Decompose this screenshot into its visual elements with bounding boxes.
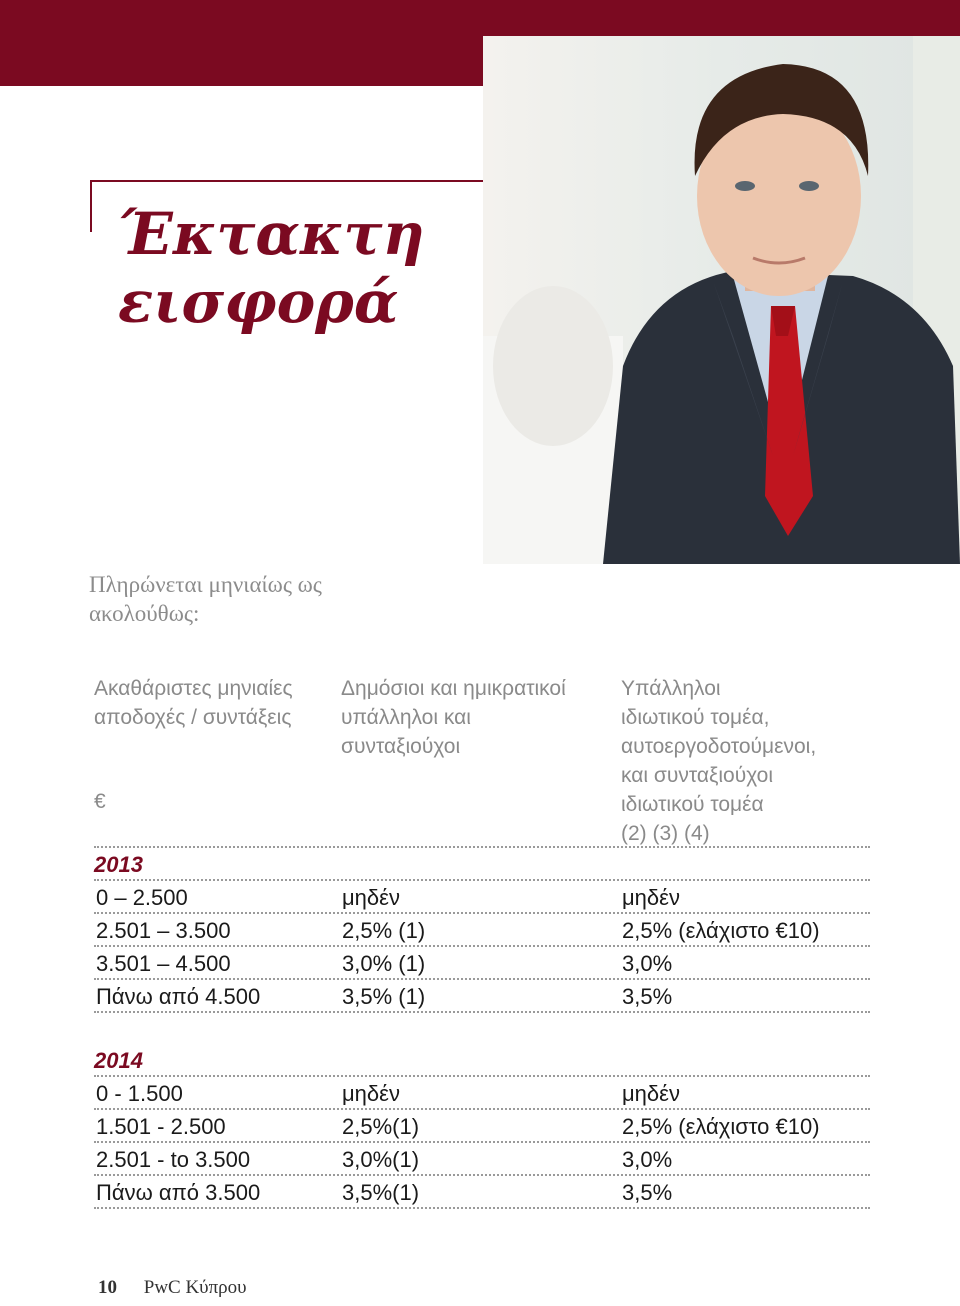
intro-line-1: Πληρώνεται μηνιαίως ως [89,572,322,597]
header-public-line: Δημόσιοι και ημικρατικοί [341,677,566,700]
year-heading: 2014 [94,1044,870,1077]
cell-public: 2,5%(1) [342,1114,420,1139]
footer-label: PwC Κύπρου [143,1277,247,1298]
header-private-line: ιδιωτικού τομέα, [621,706,770,729]
header-public-line: συνταξιούχοι [341,735,461,758]
header-private-line: ιδιωτικού τομέα [621,793,764,816]
cell-band: 0 - 1.500 [96,1081,183,1106]
cell-public: 3,5% (1) [342,984,426,1009]
page-footer [98,1277,247,1299]
table-row [94,1110,870,1143]
year-heading: 2013 [94,848,870,881]
cell-public: μηδέν [342,1081,400,1106]
header-private-line: Υπάλληλοι [621,677,721,700]
header-gross-line: αποδοχές / συντάξεις [94,706,292,729]
header-private-line: αυτοεργοδοτούμενοι, [621,735,817,758]
header-private-line: και συνταξιούχοι [621,764,774,787]
cell-band: 1.501 - 2.500 [96,1114,226,1139]
table-row [94,1143,870,1176]
cell-private: 3,0% [622,1147,673,1172]
cell-private: 3,0% [622,951,673,976]
contribution-table [94,674,870,1209]
cell-band: 2.501 - to 3.500 [96,1147,251,1172]
cell-public: μηδέν [342,885,400,910]
intro-text [89,570,419,628]
intro-line-2: ακολούθως: [89,601,200,626]
cell-private: 3,5% [622,1180,673,1205]
header-private-line: (2) (3) (4) [621,822,710,845]
table-header [94,674,870,848]
cell-private: μηδέν [622,1081,680,1106]
cell-band: 0 – 2.500 [96,885,188,910]
header-gross-earnings [94,674,334,732]
section-gap [94,1013,870,1044]
cell-private: 3,5% [622,984,673,1009]
cell-private: μηδέν [622,885,680,910]
currency-label: € [94,790,106,813]
cell-public: 3,0%(1) [342,1147,420,1172]
header-private-sector [621,674,871,848]
cell-band: Πάνω από 4.500 [96,984,261,1009]
cell-band: 2.501 – 3.500 [96,918,231,943]
header-gross-line: Ακαθάριστες μηνιαίες [94,677,293,700]
table-row [94,914,870,947]
page-title [118,200,478,336]
portrait-illustration [483,36,960,564]
cell-public: 2,5% (1) [342,918,426,943]
portrait-photo [483,36,960,564]
title-line-2: εισφορά [118,268,399,336]
title-line-1: Έκτακτη [118,200,425,268]
header-public-line: υπάλληλοι και [341,706,471,729]
table-row [94,1077,870,1110]
header-public-sector [341,674,611,761]
table-row [94,980,870,1013]
cell-band: Πάνω από 3.500 [96,1180,261,1205]
table-row [94,947,870,980]
table-row [94,1176,870,1209]
table-row [94,881,870,914]
title-frame-top [90,180,483,182]
title-frame-left [90,180,92,232]
page-number: 10 [98,1277,117,1298]
cell-public: 3,0% (1) [342,951,426,976]
cell-public: 3,5%(1) [342,1180,420,1205]
cell-private: 2,5% (ελάχιστο €10) [622,918,820,943]
cell-private: 2,5% (ελάχιστο €10) [622,1114,820,1139]
cell-band: 3.501 – 4.500 [96,951,231,976]
